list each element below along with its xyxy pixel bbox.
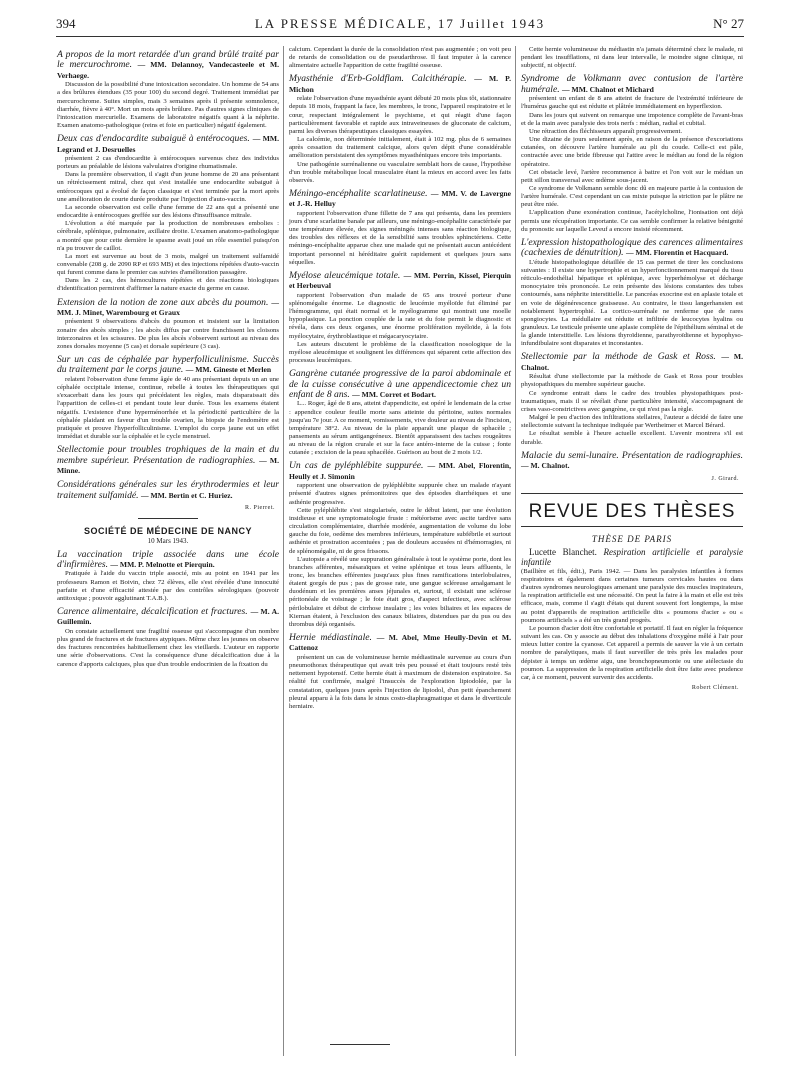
- article-text: Discussion de la possibilité d'une intoxication secondaire. Un homme de 54 ans a des brûlures étendues (35 pour 100) du second degré. Traitement immédiat par mercurochrome. Suites simples, mais 3 semaines après il présente somnolence, diarrhée, fièvre à 40°. Mort un mois après brûlure. Pas d'autres signes cliniques de l'intoxication mercurielle. Examens de laboratoire négatifs quant à la néphrite. Examen anatomo-pathologique (reins et foie en particulier) négatif également.: [57, 81, 279, 129]
- article-title: Stellectomie pour troubles trophiques de la main et du membre supérieur. Présentation de radiographies.: [57, 444, 279, 466]
- article-title: Hernie médiastinale.: [289, 632, 372, 644]
- article-title: Carence alimentaire, décalcification et fractures.: [57, 606, 248, 618]
- separator: [138, 518, 198, 519]
- thesis-publisher: (Baillière et fils, édit.), Paris 1942.: [521, 567, 621, 575]
- article-stellectomie-minne: [57, 445, 279, 476]
- article-endocardite: [57, 134, 279, 293]
- article-carence-fractures: [57, 607, 279, 669]
- article-authors: — M. Chalnot.: [521, 352, 743, 372]
- article-text: présentent un cas de volumineuse hernie médiastinale survenue au cours d'un pneumothorax thérapeutique qui avait très peu poussé et était toujours resté très nettement hypotensif. Cette hernie était à maximum de distension expiratoire. Sa réalité fut confirmée, malgré l'insuccès de l'exploration lipiodolée, par la constatation, quelques jours après l'injection de lipiodol, d'un petit épanchement pleural apparu à la fois dans le sinus costo-diaphragmatique et dans le diverticule herniaire.: [289, 653, 511, 710]
- article-paragraph: Dans la première observation, il s'agit d'un jeune homme de 20 ans présentant un rétrécissement mitral, chez qui s'est installée une endocardite subaiguë à entérocoques qui a évolué de façon classique et s'est terminée par la mort après une amélioration de courte durée produite par l'injection d'auto-vaccin.: [57, 171, 279, 203]
- thesis-author: Lucette Blanchet.: [529, 546, 597, 557]
- article-title: L'expression histopathologique des carences alimentaires (cachexies de dénutrition).: [521, 236, 743, 259]
- article-title: Méningo-encéphalite scarlatineuse.: [289, 188, 428, 199]
- article-title: La vaccination triple associée dans une école d'infirmières.: [57, 548, 279, 571]
- thesis-subtitle: THÈSE DE PARIS: [591, 533, 673, 544]
- article-erythrodermies: [57, 480, 279, 501]
- article-title: Malacie du semi-lunaire. Présentation de radiographies.: [521, 449, 743, 461]
- article-volkmann: [521, 74, 743, 233]
- article-myelose: [289, 271, 511, 365]
- article-meningo-encephalite: [289, 189, 511, 267]
- article-authors: — M. Abel, Mme Heully-Devin et M. Cattenoz: [289, 633, 512, 653]
- article-vaccination: [57, 550, 279, 603]
- article-authors: — MM. Delannoy, Vandecasteele et M. Verhaege.: [57, 60, 280, 80]
- article-carences-histo: [521, 238, 743, 349]
- article-text: L... Roger, âgé de 8 ans, atteint d'appendicite, est opéré le lendemain de la crise : appendice couleur feuille morte sans atteinte du péritoine, suites normales jusqu'au 7e jour. A ce moment, vomissements, vive douleur au niveau de l'incision, température 38°2. Au niveau de la plaie apparaît une plaque de sphacèle ; pansements au sérum antigangréneux. Bientôt apparaissent des taches rougeâtres au niveau de la région crurale et sur la face antéro-interne de la cuisse ; fonte cutanée ; excision de la peau sphacélée. Guérison au bout de 2 mois 1/2.: [289, 400, 511, 457]
- article-authors: — MM. V. de Lavergne et J.-R. Helluy: [289, 189, 511, 209]
- running-head: [56, 16, 744, 36]
- article-paragraph: L'évolution a été marquée par la production de nombreuses embolies : cérébrale, splénique, pulmonaire, axillaire droite. L'examen anatomo-pathologique a montré que pour cette dernière le spasme avait joué un rôle essentiel puisqu'on n'a pu trouver de caillot.: [57, 220, 279, 252]
- article-title: A propos de la mort retardée d'un grand brûlé traité par le mercurochrome.: [57, 49, 279, 71]
- article-title: Sur un cas de céphalée par hyperfolliculinisme. Succès du traitement par le corps jaune.: [57, 354, 279, 376]
- article-authors: — M. A. Guillemin.: [57, 607, 279, 627]
- article-text: Pratiquée à l'aide du vaccin triple associé, mis au point en 1941 par les professeurs Ramon et Boivin, chez 72 élèves, elle s'est révélée d'une innocuité parfaite et d'une efficacité attestée par des contrôles sérologiques (pouvoir antitoxique ; pouvoir agglutinant T.A.B.).: [57, 570, 279, 602]
- article-stellectomie-gask: [521, 352, 743, 446]
- article-paragraph: Malgré le peu d'action des infiltrations stellaires, l'auteur a décidé de faire une stellectomie suivant la technique indiquée par Wertheimer et Marcel Bérard.: [521, 414, 743, 430]
- article-hernie: [289, 633, 511, 711]
- article-text: rapportent une observation de pyléphlébite suppurée chez un malade n'ayant présenté d'autres signes prémonitoires que des épisodes diarrhéiques et une asthénie progressive.: [289, 482, 511, 506]
- article-paragraph: Une dizaine de jours seulement après, en raison de la présence d'excoriations cutanées, on découvre l'artère humérale au pli du coude. Celle-ci est pâle, contractée avec une bride fibreuse qui l'attire avec le médian au fond de la région opératoire.: [521, 136, 743, 168]
- article-paragraph: La mort est survenue au bout de 3 mois, malgré un traitement sulfamidé convenable (208 g. de 2090 RP et 693 MB) et des injections répétées d'auto-vaccin qui furent comme dans le premier cas suivies d'amélioration passagère.: [57, 252, 279, 277]
- thesis-paragraph: Le poumon d'acier doit être confortable et portatif. Il faut en régler la fréquence suivant les cas. On y associe au début des inhalations d'oxygène mêlé à l'air pour mieux lutter contre la cyanose. Cet appareil a permis de sauver la vie à un certain nombre de paralytiques, mais il faut surveiller de très près les malades pour dépister à temps un œdème aigu, une bronchopneumonie ou une atélectasie du poumon. La suppression de la respiration artificielle doit être faite avec prudence car, à ce moment, peuvent survenir des accidents.: [521, 624, 743, 681]
- article-authors: — MM. Perrin, Kissel, Pierquin et Herbeuval: [289, 270, 511, 291]
- article-title: Gangrène cutanée progressive de la paroi abdominale et de la cuisse consécutive à une appendicectomie chez un enfant de 8 ans.: [289, 368, 511, 400]
- article-authors: — MM. Chalnot et Michard: [562, 84, 654, 94]
- article-text: relatent l'observation d'une femme âgée de 40 ans présentant depuis un an une céphalée occipitale intense, continue, rebelle à toutes les thérapeutiques qui s'exacerbait dans les jours qui précédaient les règles, mais disparaissait dès l'apparition de celles-ci et pendant toute leur durée. Tous les examens étaient négatifs. L'existence d'une hyperménorrhée et la périodicité particulière de la céphalée plaidant en faveur d'un trouble ovarien, la biopsie de l'endomètre est pratiquée et prouve l'hyperfolliculinisme. L'emploi du corps jaune eut un effet immédiat et durable sur la céphalée et le cycle menstruel.: [57, 375, 279, 440]
- article-paragraph: Dans les 2 cas, des hémocultures répétées et des réactions biologiques d'identification permirent d'affirmer la nature exacte du germe en cause.: [57, 277, 279, 293]
- article-title: Myasthénie d'Erb-Goldflam. Calcithérapie.: [289, 73, 467, 85]
- thesis-heading: [521, 547, 743, 568]
- society-date: 10 Mars 1943.: [147, 537, 189, 546]
- article-text: Résultat d'une stellectomie par la méthode de Gask et Ross pour troubles physiopathiques du membre supérieur gauche.: [521, 373, 743, 389]
- article-authors: — M. Chalnot.: [521, 461, 570, 471]
- journal-title: LA PRESSE MÉDICALE, 17 Juillet 1943: [254, 16, 546, 31]
- page-number: 394: [56, 16, 76, 31]
- article-title: Considérations générales sur les érythrodermies et leur traitement sulfamidé.: [57, 479, 279, 501]
- article-paragraph: L'application d'une exonération continue, l'acétylcholine, l'ionisation ont déjà permis une récupération importante. Ce cas semble confirmer la relative bénignité du pronostic sur laquelle Leveuf a encore insisté récemment.: [521, 209, 743, 233]
- article-authors: — MM. Bertin et C. Huriez.: [140, 490, 233, 500]
- article-text: relate l'observation d'une myasthénie ayant débuté 20 mois plus tôt, stationnaire depuis 18 mois, frappant la face, les membres, le tronc, l'appareil respiratoire et le cœur, respectant intégralement le psychisme, et qui réagit d'une façon particulièrement favorable et rapide aux intraveineuses de gluconate de calcium, parmi les diverses thérapeutiques classiques essayées.: [289, 95, 511, 135]
- article-gangrene: [289, 369, 511, 457]
- article-text: rapportent l'observation d'une fillette de 7 ans qui présenta, dans les premiers jours d'une scarlatine banale par ailleurs, une méningo-encéphalite caractérisée par une température élevée, des signes méningés intenses sans réaction biologique, des troubles des réflexes et de la sensibilité sans troubles sphinctériens. Cette méningo-encéphalite apparue chez une malade qui ne présentait aucun antécédent important personnel ni héréditaire guérit rapidement et quelques jours sans séquelles.: [289, 209, 511, 266]
- article-paragraph: Ce syndrome entrait dans le cadre des troubles physiopathiques post-traumatiques, mais il se révélait d'une particulière intensité, s'accompagnant de crises vaso-constrictives avec gangrène, ce qui n'est pas la règle.: [521, 389, 743, 413]
- society-title: SOCIÉTÉ DE MÉDECINE DE NANCY: [83, 526, 253, 537]
- article-paragraph: Dans les jours qui suivent on remarque une impotence complète de l'avant-bras et de la main avec paralysie des trois nerfs : médian, radial et cubital.: [521, 111, 743, 127]
- thesis-title: Respiration artificielle et paralysie infantile: [521, 546, 743, 568]
- article-paragraph: La calcémie, non déterminée initialement, était à 102 mg. plus de 6 semaines après cessation du traitement calcique, alors qu'en dépit d'une considérable amélioration persistaient des symptômes myasthéniques encore très importants.: [289, 136, 511, 160]
- column-rule-1: [283, 46, 284, 1056]
- article-title: Un cas de pyléphlébite suppurée.: [289, 460, 424, 472]
- column-2: [289, 46, 511, 714]
- article-authors: — MM. J. Minet, Warembourg et Graux: [57, 297, 279, 318]
- article-paragraph: Ce syndrome de Volkmann semble donc dû en majeure partie à la contusion de l'artère humérale. C'est cependant un cas mixte puisque la striction par le plâtre ne peut être niée.: [521, 185, 743, 209]
- article-text: L'étude histopathologique détaillée de 15 cas permet de tirer les conclusions suivantes : Il existe une hypertrophie et un hyperfonctionnement marqué du tissu réticulo-endothélial hépatique et splénique, avec hyperhémolyse et décharge monocytaire très prononcée. Le rein présente des lésions constantes des tubes contournés, sans néphrite interstitielle. Le pancréas exocrine est en aplasie totale et en voie de dégénérescence graisseuse. Au contraire, le tissu langerhansien est notablement hypertrophié. La cortico-surrénale ne renferme que de rares spongiocytes. La médullaire est réduite et infiltrée de leucocytes hyalins ou granuleux. Le testicule présente une aplasie complète de l'épithélium séminal et de la glande interstitielle. Les lésions thyroïdienne, parathyroïdienne et hypophyso-infundibulaire sont disparates et inconstantes.: [521, 258, 743, 348]
- signature: J. Girard.: [711, 475, 739, 482]
- thesis-signature: Robert Clément.: [691, 684, 739, 691]
- article-paragraph: Les auteurs discutent le problème de la classification nosologique de la myélose aleucémique et soulignent les différences qui séparent cette affection des processus leucémiques.: [289, 340, 511, 364]
- column-3: [521, 46, 743, 696]
- article-myasthenie: [289, 74, 511, 185]
- article-authors: — MM. Corret et Bodart.: [352, 389, 436, 399]
- column-1: [57, 46, 279, 672]
- column-rule-2: [515, 46, 516, 1056]
- article-abces-poumon: [57, 298, 279, 351]
- article-authors: — M. P. Michon: [289, 74, 511, 94]
- article-authors: — MM. Legrand et J. Desruelles: [57, 134, 279, 154]
- article-title: Stellectomie par la méthode de Gask et Ross.: [521, 351, 716, 363]
- article-text: On constate actuellement une fragilité osseuse qui s'accompagne d'un nombre plus grand de fractures et de fractures atypiques. Même chez les jeunes on observe des fractures rencontrées habituellement chez les vieillards. L'auteur en rapporte une série d'observations. C'est la conséquence d'une décalcification due à la carence d'apports calciques, plus que d'un trouble endocrinien de la fixation du: [57, 627, 279, 668]
- article-continuation: calcium. Cependant la durée de la consolidation n'est pas augmentée ; on voit peu de retards de consolidation ou de pseudarthrose. Il faut imputer à la carence alimentaire actuelle l'apparition de cette fragilité osseuse.: [289, 46, 511, 70]
- thesis-text: — Dans les paralysies infantiles à formes respiratoires et également dans certaines tumeurs cervicales hautes ou dans d'autres syndromes neurologiques amenant une paralysie des muscles inspirateurs, la respiration artificielle est une nécessité. On peut la faire à la main et elle est très efficace, mais, comme il s'agit d'états qui durent souvent fort longtemps, la mise au point d'appareils de respiration artificielle dits « poumons d'acier » ou « poumons artificiels » a été un très grand progrès.: [521, 567, 744, 624]
- article-authors: — MM. Abel, Florentin, Heully et J. Simonin: [289, 461, 511, 481]
- header-rule: [56, 36, 744, 37]
- article-mort-brule: [57, 50, 279, 130]
- article-authors: — MM. Florentin et Hacquard.: [625, 248, 729, 258]
- bottom-rule: [330, 1044, 390, 1045]
- article-text: rapportent l'observation d'un malade de 65 ans trouvé porteur d'une splénomégalie énorme. Le diagnostic de leucémie myéloïde fut éliminé par l'hémogramme, qui était normal et le myélogramme qui montrait une moelle hypoplasique. La ponction couplée de la rate et du foie permit le diagnostic et révéla, dans ces deux organes, une énorme prolifération myéloïde, à la fois myélocytaire, érythroblastique et mégacaryocytaire.: [289, 291, 511, 340]
- article-paragraph: Le résultat semble à l'heure actuelle excellent. L'avenir montrera s'il est durable.: [521, 430, 743, 446]
- article-paragraph: La seconde observation est celle d'une femme de 22 ans qui a présenté une endocardite à entérocoques greffée sur des lésions d'insuffisance mitrale.: [57, 203, 279, 220]
- article-text: présentent un enfant de 8 ans atteint de fracture de l'extrémité inférieure de l'humérus gauche qui est réduite et plâtrée immédiatement en hyperflexion.: [521, 95, 743, 111]
- article-paragraph: Une rétraction des fléchisseurs apparaît progressivement.: [529, 127, 683, 135]
- article-text: présentent 2 cas d'endocardite à entérocoques survenus chez des individus porteurs au préalable de lésions valvulaires d'origine rhumatismale.: [57, 154, 279, 171]
- article-paragraph: Cet obstacle levé, l'artère recommence à battre et l'on voit sur le médian un petit sillon transversal avec œdème sous-jacent.: [521, 168, 743, 184]
- article-title: Deux cas d'endocardite subaiguë à entérocoques.: [57, 133, 250, 145]
- section-rule: [521, 526, 743, 527]
- section-title: REVUE DES THÈSES: [528, 500, 736, 522]
- article-malacie: [521, 451, 743, 472]
- article-paragraph: Une pathogénie surrénalienne ou vasculaire semblait hors de cause, l'hypothèse d'un trouble métabolique local musculaire étant la mieux en accord avec les faits observés.: [289, 160, 511, 184]
- article-title: Extension de la notion de zone aux abcès du poumon.: [57, 296, 269, 308]
- article-cephalee: [57, 355, 279, 441]
- article-text: présentent 9 observations d'abcès du poumon et insistent sur la limitation zonaire des abcès simples ; les abcès diffus par contre franchissent les cloisons interzonaires et les scissures. De plus les abcès s'observent surtout au niveau des zones dorsales moyenne (5 cas) et dorsale supérieure (3 cas).: [57, 318, 279, 350]
- article-title: Syndrome de Volkmann avec contusion de l'artère humérale.: [521, 73, 743, 95]
- signature: R. Pierret.: [245, 505, 275, 512]
- article-paragraph: Cette pyléphlébite s'est singularisée, outre le début latent, par une évolution insidieuse et une symptomatologie fruste : météorisme avec ascite tardive sans circulation complémentaire, diarrhée modérée, augmentation de volume du lobe gauche du foie, oedème des membres inférieurs, température subfébrile et surtout asthénie et prostration accentuées ; pas de douleurs accusées ni d'hémorragies, ni de splénomégalie, ni de gros frissons.: [289, 506, 511, 555]
- article-authors: — M. Minne.: [57, 455, 279, 475]
- article-title: Myélose aleucémique totale.: [289, 269, 401, 281]
- article-authors: — MM. Gineste et Merlen: [185, 365, 272, 375]
- section-rule: [521, 493, 743, 494]
- article-paragraph: L'autopsie a révélé une suppuration généralisée à tout le système porte, dont les branches afférentes, mésaraïques et veine splénique et tous leurs affluents, le tronc, les branches efférentes jusqu'aux plus fines ramifications interlobulaires, étaient gorgés de pus ; pas de grosse rate, une gangue scléreuse amalgamant le duodénum et les premières anses jéjunales et, surtout, il existait une sclérose péritonéale de voisinage ; le foie était gros, d'aspect infectieux, avec sclérose périlobulaire et début de cirrhose insulaire ; les voies biliaires et les espaces de Kiernan étaient, à l'exclusion des canaux biliaires, distendues par du pus ou des thrombus déjà organisés.: [289, 555, 511, 628]
- article-continuation: Cette hernie volumineuse du médiastin n'a jamais déterminé chez le malade, ni pendant les insufflations, ni dans leur intervalle, le moindre signe clinique, ni subjectif, ni objectif.: [521, 46, 743, 70]
- article-pylephlebite: [289, 461, 511, 629]
- article-authors: — MM. P. Melnotte et Pierquin.: [110, 560, 215, 570]
- issue-number: N° 27: [713, 16, 744, 31]
